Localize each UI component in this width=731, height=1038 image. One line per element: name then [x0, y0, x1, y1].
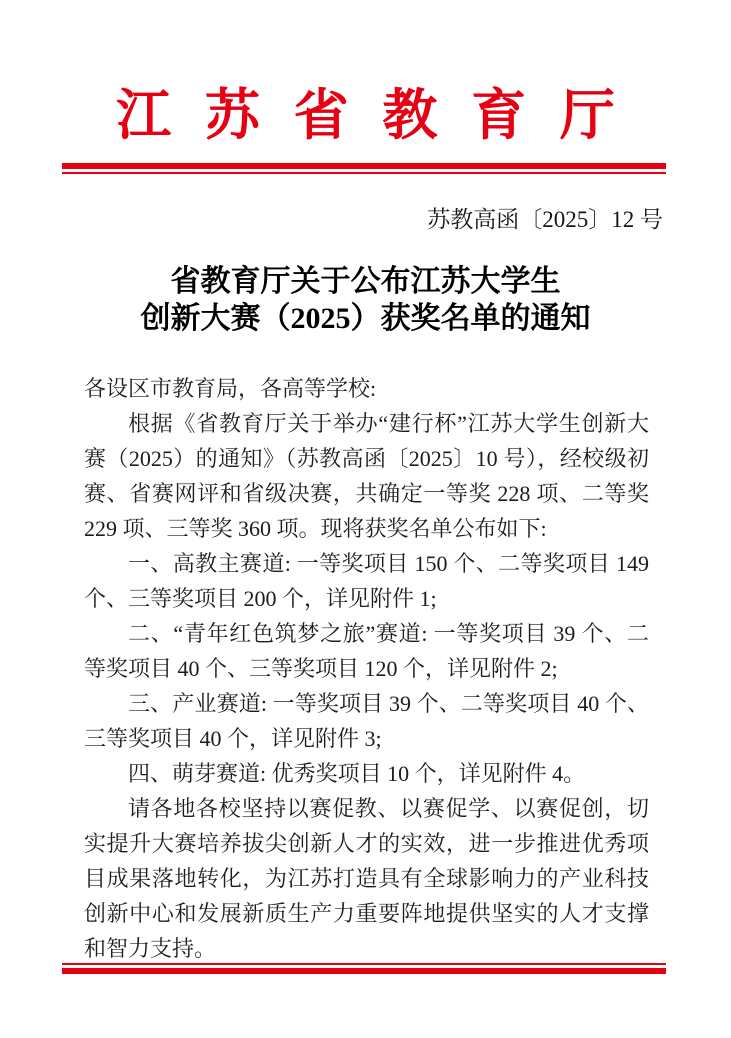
doc-title-line-1: 省教育厅关于公布江苏大学生	[170, 265, 561, 298]
footer-rule-thin	[62, 963, 666, 965]
salutation: 各设区市教育局，各高等学校:	[84, 376, 377, 401]
doc-number: 苏教高函〔2025〕12 号	[427, 207, 663, 232]
doc-title-line-2: 创新大赛（2025）获奖名单的通知	[140, 302, 591, 335]
doc-title	[0, 263, 731, 337]
letterhead-rule-thick	[62, 163, 666, 169]
letterhead-rule-thin	[62, 172, 666, 174]
letterhead-org-name: 江 苏 省 教 育 厅	[116, 85, 625, 146]
paragraph-track-4: 四、萌芽赛道: 优秀奖项目 10 个，详见附件 4。	[128, 761, 586, 786]
footer-rule	[62, 963, 666, 974]
paragraph-closing: 请各地各校坚持以赛促教、以赛促学、以赛促创，切实提升大赛培养拔尖创新人才的实效，进一步推进优秀项目成果落地转化，为江苏打造具有全球影响力的产业科技创新中心和发展新质生产力重要阵地提供坚实的人才支撑和智力支持。	[84, 796, 649, 961]
paragraph-track-1: 一、高教主赛道: 一等奖项目 150 个、二等奖项目 149 个、三等奖项目 200 个，详见附件 1;	[84, 551, 649, 611]
doc-body	[84, 371, 649, 966]
footer-rule-thick	[62, 968, 666, 974]
letterhead-rule	[62, 163, 666, 174]
paragraph-basis: 根据《省教育厅关于举办“建行杯”江苏大学生创新大赛（2025）的通知》（苏教高函〔2025〕10 号），经校级初赛、省赛网评和省级决赛，共确定一等奖 228 项、二等奖 229 项、三等奖 360 项。现将获奖名单公布如下:	[84, 411, 649, 541]
paragraph-track-2: 二、“青年红色筑梦之旅”赛道: 一等奖项目 39 个、二等奖项目 40 个、三等奖项目 120 个，详见附件 2;	[84, 621, 649, 681]
paragraph-track-3: 三、产业赛道: 一等奖项目 39 个、二等奖项目 40 个、三等奖项目 40 个，详见附件 3;	[84, 691, 649, 751]
